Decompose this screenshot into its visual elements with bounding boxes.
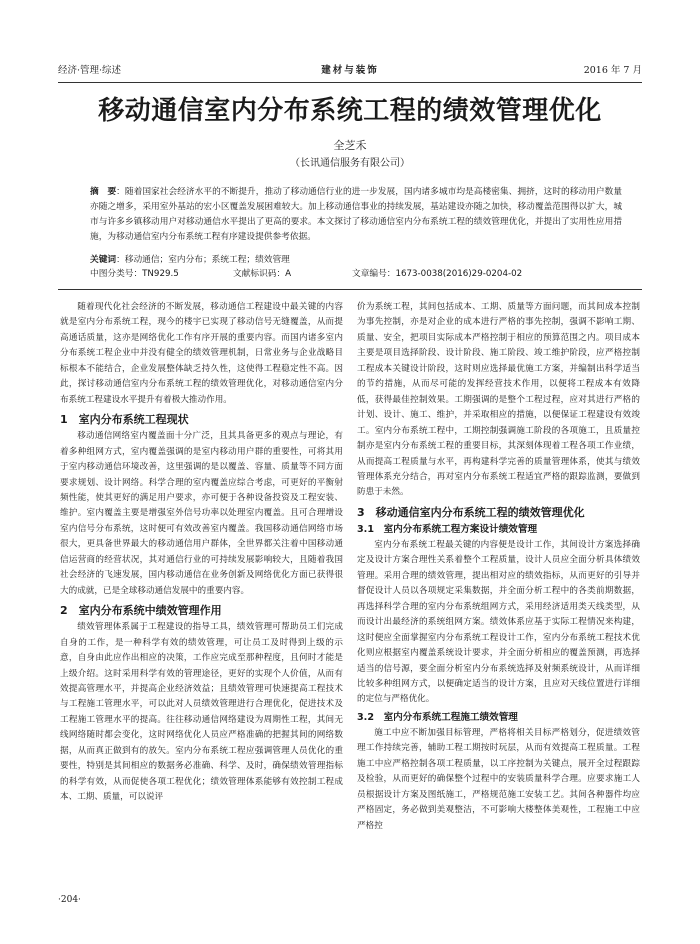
clc-number: 中图分类号：TN929.5: [90, 269, 179, 279]
header-divider: [58, 289, 642, 290]
running-header: [58, 62, 642, 83]
left-column: [60, 300, 343, 806]
section-1-paragraph: 移动通信网络室内覆盖面十分广泛，且其具备更多的观点与理论，有着多种组网方式，室内覆盖强调的是室内移动用户群的重要性，可将其用于室内移动通信环境改善，这里强调的是以覆盖、容量、质量等不同方面要求规划、设计网络。科学合理的室内覆盖应综合考虑，可更好的平衡射频性能，使其更好的满足用户要求，亦可便于各种设备投资及工程安装、维护。室内覆盖主要是增强室外信号功率以处理室内覆盖。且可合理增设室内信号分布系统，这时便可有效改善室内覆盖。我国移动通信网络市场很大，更具备世界最大的移动通信用户群体，全世界都关注着中国移动通信运营商的经营状况，其对通信行业的可持续发展影响较大，且随着我国社会经济的飞速发展，国内移动通信在业务创新及网络优化方面已获得很大的成就，已是全球移动通信发展中的重要内容。: [60, 431, 343, 596]
keywords: [90, 253, 622, 267]
header-journal-name: 建材与装饰: [321, 65, 379, 76]
section-heading-3: 3 移动通信室内分布系统工程的绩效管理优化: [357, 505, 585, 519]
section-2-continued-paragraph: 价为系统工程，其间包括成本、工期、质量等方面问题，而其间成本控制为事先控制，亦是对企业的成本进行严格的事先控制，强调不影响工期、质量、安全，把项目实际成本严格控制于相应的预算范围之内。项目成本主要是项目选择阶段、设计阶段、施工阶段、竣工维护阶段，应严格控制工程成本关键设计阶段，这时则应选择最优施工方案，并编制出科学适当的节约措施，从而尽可能的发挥经营技术作用，以便将工程成本有效降低，获得最佳控制效果。工期强调的是整个工程过程，应对其进行严格的计划、设计、施工、维护，并采取相应的措施，以便保证工程建设有效竣工。室内分布系统工程中，工期控制强调施工阶段的各项施工，且质量控制亦是室内分布系统工程的重要目标，其深刻体现着工程各项工作业绩，从而提高工程质量与水平，再构建科学完善的质量管理体系，使其与绩效管理体系充分结合，再对室内分布系统工程适宜严格的跟踪监测，要做到防患于未然。: [357, 302, 640, 498]
subsection-3-1-paragraph: 室内分布系统工程最关键的内容便是设计工作，其间设计方案选择确定及设计方案合理性关系着整个工程质量，设计人员应全面分析具体绩效管理。采用合理的绩效管理，提出相对应的绩效指标，从而更好的引导并督促设计人员以各项规定采集数据，并全面分析工程中的各类前期数据，再选择科学合理的室内分布系统组网方式，采用经济适用类天线类型，从而设计出最经济的系统组网方案。绩效体系应基于实际工程情况来构建，这时便应全面掌握室内分布系统工程设计工作，室内分布系统工程技术优化则应根据室内覆盖系统设计要求，并全面分析相应的覆盖预测，再选择适当的信号源，要全面分析室内分布系统选择及射频系统设计，从而详细比较多种组网方式，以便确定适当的设计方案，且应对天线位置进行详细的定位与严格优化。: [357, 539, 640, 705]
section-heading-2: 2 室内分布系统中绩效管理作用: [60, 604, 222, 618]
abstract-label: 摘 要: [90, 187, 117, 197]
right-column: [357, 300, 640, 834]
header-section: 经济·管理·综述: [58, 65, 122, 76]
intro-paragraph: 随着现代化社会经济的不断发展，移动通信工程建设中最关键的内容就是室内分布系统工程，现今的楼宇已实现了移动信号无缝覆盖，从而提高通话质量，这亦是网络优化工作有序开展的重要内容。而国内诸多室内分布系统工程企业中并没有健全的绩效管理机制，日常业务与企业战略目标根本不能结合，企业发展整体缺乏持久性，这使得工程稳定性不高。因此，探讨移动通信室内分布系统工程的绩效管理优化，对移动通信室内分布系统工程建设水平提升有着极大推动作用。: [60, 302, 343, 405]
header-date: 2016 年 7 月: [583, 65, 642, 76]
document-code: 文献标识码：A: [233, 269, 292, 279]
keywords-text: ：移动通信；室内分布；系统工程；绩效管理: [116, 255, 290, 265]
abstract-text: ：随着国家社会经济水平的不断提升，推动了移动通信行业的进一步发展，国内诸多城市均是高楼密集、拥挤，这时的移动用户数量亦随之增多，采用室外基站的宏小区覆盖发展困难较大。加上移动通信事业的持续发展，基站建设亦随之加快，移动覆盖范围得以扩大，城市与许多乡镇移动用户对移动通信水平提出了更高的要求。本文探讨了移动通信室内分布系统工程的绩效管理优化，并提出了实用性应用措施，为移动通信室内分布系统工程有序建设提供参考依据。: [90, 187, 623, 242]
article-number: 文章编号：1673-0038(2016)29-0204-02: [352, 269, 523, 279]
article-title: 移动通信室内分布系统工程的绩效管理优化: [98, 96, 602, 126]
section-2-paragraph: 绩效管理体系属于工程建设的指导工具，绩效管理可帮助员工们完成自身的工作，是一种科学有效的绩效管理，可让员工及时得到上级的示意，自身由此应作出相应的决策，工作应完成至那种程度，且何时才能是上级介绍。这时采用科学有效的管理途径，更好的实现个人价值，从而有效提高管理水平，并提高企业经济效益；且绩效管理可快速提高工程技术与工程施工管理水平，可以此对人员绩效管理进行合理优化，促进技术及工程施工管理水平的提高。往往移动通信网络建设为周期性工程，其间无线网络随时都会变化，这时网络优化人员应严格准确的把握其间的网络数据，从而真正做到有的放矢。室内分布系统工程应强调管理人员优化的重要性，特别是其间相应的数据务必准确、科学、及时，确保绩效管理指标的科学有效，从而促使各项工程优化；绩效管理体系能够有效控制工程成本、工期、质量，可以说评: [60, 622, 343, 803]
subsection-3-2-paragraph: 施工中应不断加强目标管理，严格将相关目标严格划分，促进绩效管理工作持续完善，辅助工程工期按时玩层，从而有效提高工程质量。工程施工中应严格控制各项工程质量，以工序控制为关键点，展开全过程跟踪及检验，从而更好的确保整个过程中的安装质量科学合理。应要求施工人员根据设计方案及图纸施工，严格规范施工安装工艺。其间各种器件均应严格固定，务必做到美观整洁，不可影响大楼整体美观性，工程施工中应严格控: [357, 727, 640, 831]
subsection-heading-3-2: 3.2 室内分布系统工程施工绩效管理: [357, 711, 518, 723]
page-number: ·204·: [58, 895, 81, 905]
section-heading-1: 1 室内分布系统工程现状: [60, 413, 189, 427]
author-name: 全芝禾: [333, 139, 367, 152]
abstract: [90, 185, 622, 245]
author-affiliation: （长讯通信服务有限公司）: [290, 158, 410, 169]
keywords-label: 关键词: [90, 255, 117, 265]
subsection-heading-3-1: 3.1 室内分布系统工程方案设计绩效管理: [357, 523, 538, 535]
